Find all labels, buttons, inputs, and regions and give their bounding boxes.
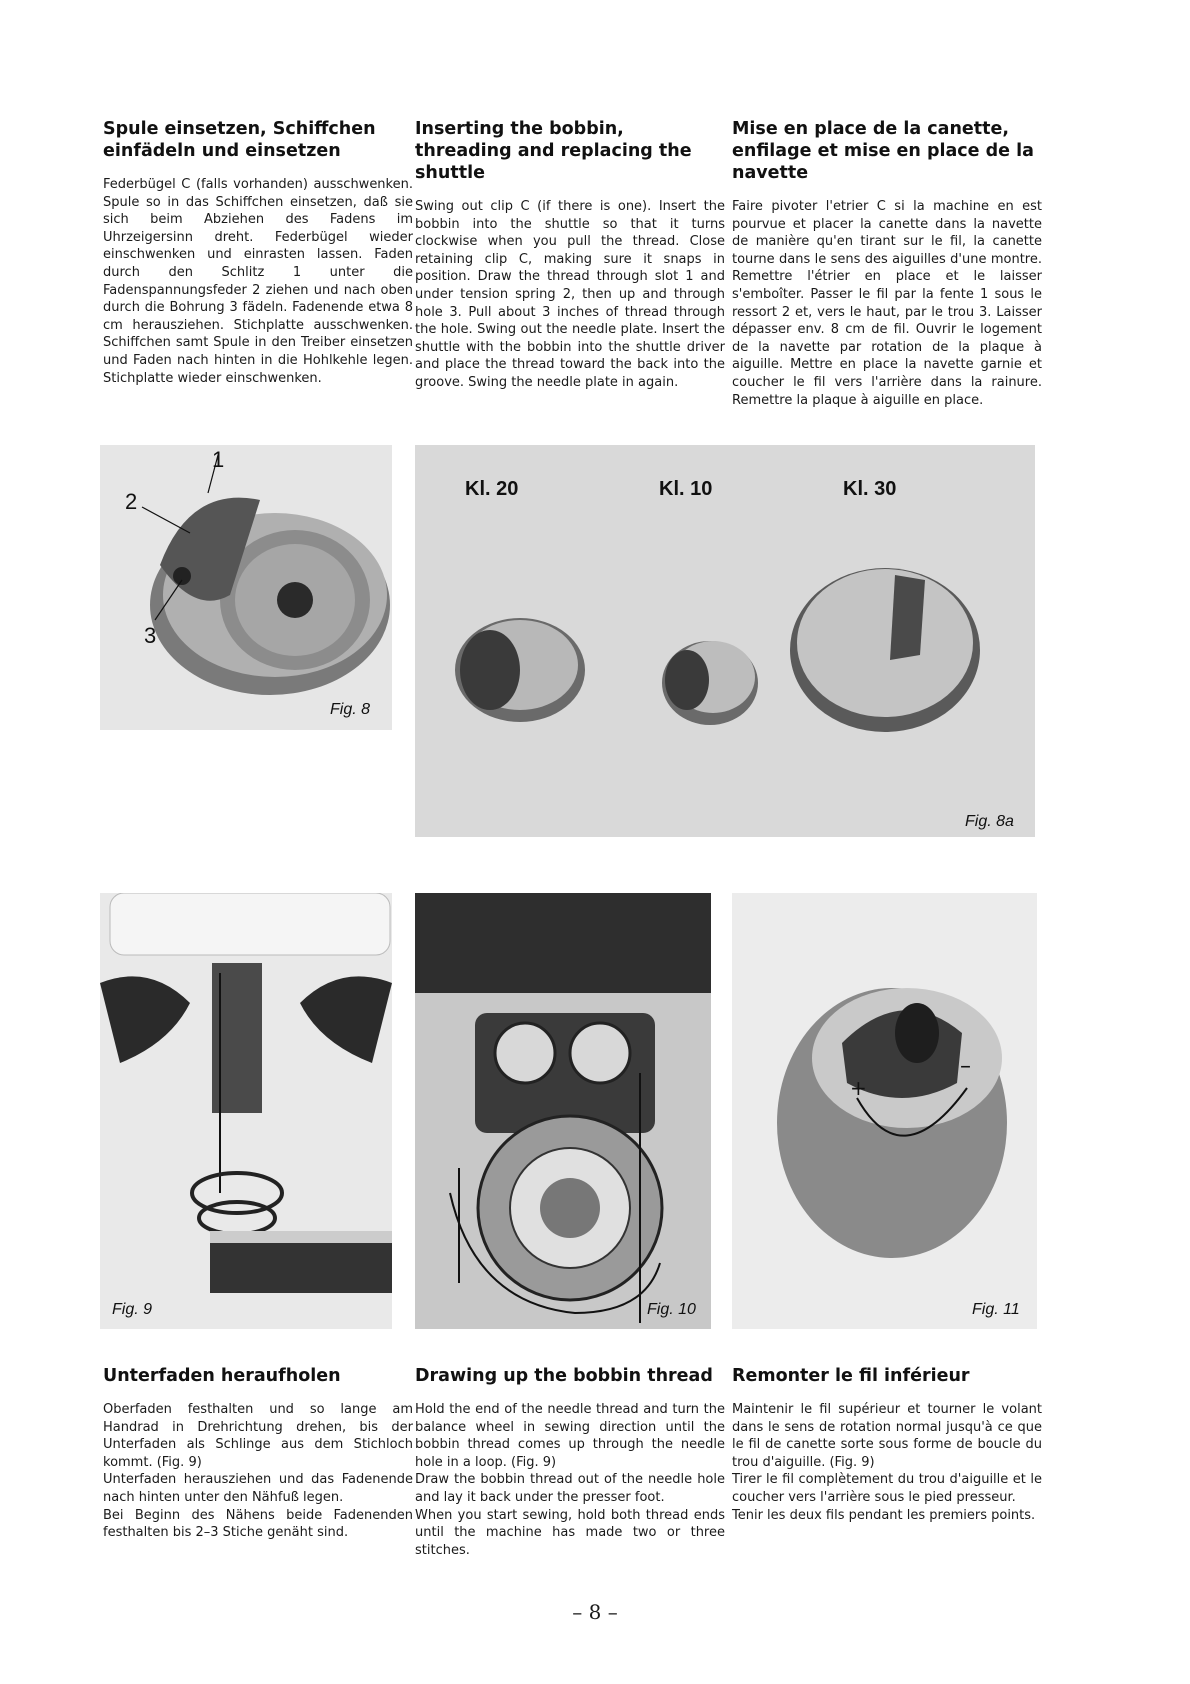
caption-fig-8a: Fig. 8a <box>965 813 1014 830</box>
rotation-direction-illustration <box>732 893 1037 1329</box>
bobbin-case-illustration <box>415 893 711 1329</box>
body-fr-insert-bobbin: Faire pivoter l'etrier C si la machine en est pourvue et placer la canette dans la navette de manière qu'en tirant sur le fil, la canette tourne dans le sens des aiguilles d'une montre. Remettre l'étrier en place et le laisser s'emboîter. Passer le fil par la fente 1 sous le ressort 2 et, vers le haut, par le trou 3. Laisser dépasser env. 8 cm de fil. Ouvrir le logement de la navette par rotation de la plaque à aiguille. Mettre en place la navette garnie et coucher le fil vers l'arrière dans la rainure. Remettre la plaque à aiguille en place. <box>732 199 1042 408</box>
svg-text:–: – <box>960 1054 971 1079</box>
column-en-2 <box>415 1365 725 1559</box>
heading-fr-insert-bobbin: Mise en place de la canette, enfilage et mise en place de la navette <box>732 119 1034 183</box>
figure-11-rotation-direction <box>732 893 1037 1329</box>
label-spring-2: 2 <box>125 489 138 514</box>
page-number: – 8 – <box>572 1600 618 1624</box>
paragraph: When you start sewing, hold both thread ends until the machine has made two or three stitches. <box>415 1507 725 1558</box>
column-de-1 <box>103 118 413 387</box>
presser-foot-illustration <box>100 893 392 1329</box>
shuttle-illustration <box>100 445 392 730</box>
paragraph: Tenir les deux fils pendant les premiers points. <box>732 1507 1036 1523</box>
body-de-bobbin-thread <box>103 1401 413 1542</box>
body-en-bobbin-thread <box>415 1401 725 1559</box>
paragraph: Oberfaden festhalten und so lange am Handrad in Drehrichtung drehen, bis der Unterfaden als Schlinge aus dem Stichloch kommt. (Fig. 9) <box>103 1402 413 1470</box>
column-fr-2 <box>732 1365 1042 1524</box>
figure-8a-shuttle-classes <box>415 445 1035 837</box>
figure-9-presser-foot <box>100 893 392 1329</box>
label-class-20: Kl. 20 <box>465 478 519 500</box>
heading-en-bobbin-thread: Drawing up the bobbin thread <box>415 1366 713 1386</box>
figure-10-bobbin-case <box>415 893 711 1329</box>
paragraph: Unterfaden herausziehen und das Fadenende nach hinten unter den Nähfuß legen. <box>103 1472 413 1505</box>
paragraph: Bei Beginn des Nähens beide Fadenenden festhalten bis 2–3 Stiche genäht sind. <box>103 1507 413 1541</box>
svg-text:+: + <box>850 1076 867 1100</box>
heading-fr-bobbin-thread: Remonter le fil inférieur <box>732 1366 970 1386</box>
figure-8-shuttle <box>100 445 392 730</box>
label-class-10: Kl. 10 <box>659 478 713 500</box>
heading-de-bobbin-thread: Unterfaden heraufholen <box>103 1366 341 1386</box>
column-fr-1 <box>732 118 1042 409</box>
label-class-30: Kl. 30 <box>843 478 897 500</box>
caption-fig-10: Fig. 10 <box>647 1301 696 1318</box>
column-en-1 <box>415 118 725 392</box>
body-fr-bobbin-thread <box>732 1401 1042 1524</box>
paragraph: Tirer le fil complètement du trou d'aiguille et le coucher vers l'arrière sous le pied presseur. <box>732 1472 1042 1505</box>
paragraph: Maintenir le fil supérieur et tourner le volant dans le sens de rotation normal jusqu'à ce que le fil de canette sorte sous forme de boucle du trou d'aiguille. (Fig. 9) <box>732 1402 1042 1470</box>
heading-en-insert-bobbin: Inserting the bobbin, threading and replacing the shuttle <box>415 119 692 183</box>
paragraph: Hold the end of the needle thread and turn the balance wheel in sewing direction until the bobbin thread comes up through the needle hole in a loop. (Fig. 9) <box>415 1402 725 1470</box>
caption-fig-11: Fig. 11 <box>972 1301 1020 1318</box>
column-de-2 <box>103 1365 413 1542</box>
paragraph: Draw the bobbin thread out of the needle hole and lay it back under the presser foot. <box>415 1472 725 1505</box>
caption-fig-9: Fig. 9 <box>112 1301 153 1318</box>
body-en-insert-bobbin: Swing out clip C (if there is one). Insert the bobbin into the shuttle so that it turns clockwise when you pull the thread. Close retaining clip C, making sure it snaps in position. Draw the thread through slot 1 and under tension spring 2, then up and through hole 3. Pull about 3 inches of thread through the hole. Swing out the needle plate. Insert the shuttle with the bobbin into the shuttle driver and place the thread toward the back into the groove. Swing the needle plate in again. <box>415 199 725 390</box>
label-slot-1: 1 <box>212 447 225 472</box>
body-de-insert-bobbin: Federbügel C (falls vorhanden) ausschwenken. Spule so in das Schiffchen einsetzen, daß sie sich beim Abziehen des Fadens im Uhrzeigersinn dreht. Federbügel wieder einschwenken und einrasten lassen. Faden durch den Schlitz 1 unter die Fadenspannungsfeder 2 ziehen und nach oben durch die Bohrung 3 fädeln. Fadenende etwa 8 cm herausziehen. Stichplatte ausschwenken. Schiffchen samt Spule in den Treiber einsetzen und Faden nach hinten in die Hohlkehle legen. Stichplatte wieder einschwenken. <box>103 177 413 386</box>
caption-fig-8: Fig. 8 <box>330 701 371 718</box>
label-hole-3: 3 <box>144 623 157 648</box>
shuttle-classes-illustration <box>415 445 1035 837</box>
heading-de-insert-bobbin: Spule einsetzen, Schiffchen einfädeln und einsetzen <box>103 119 376 161</box>
